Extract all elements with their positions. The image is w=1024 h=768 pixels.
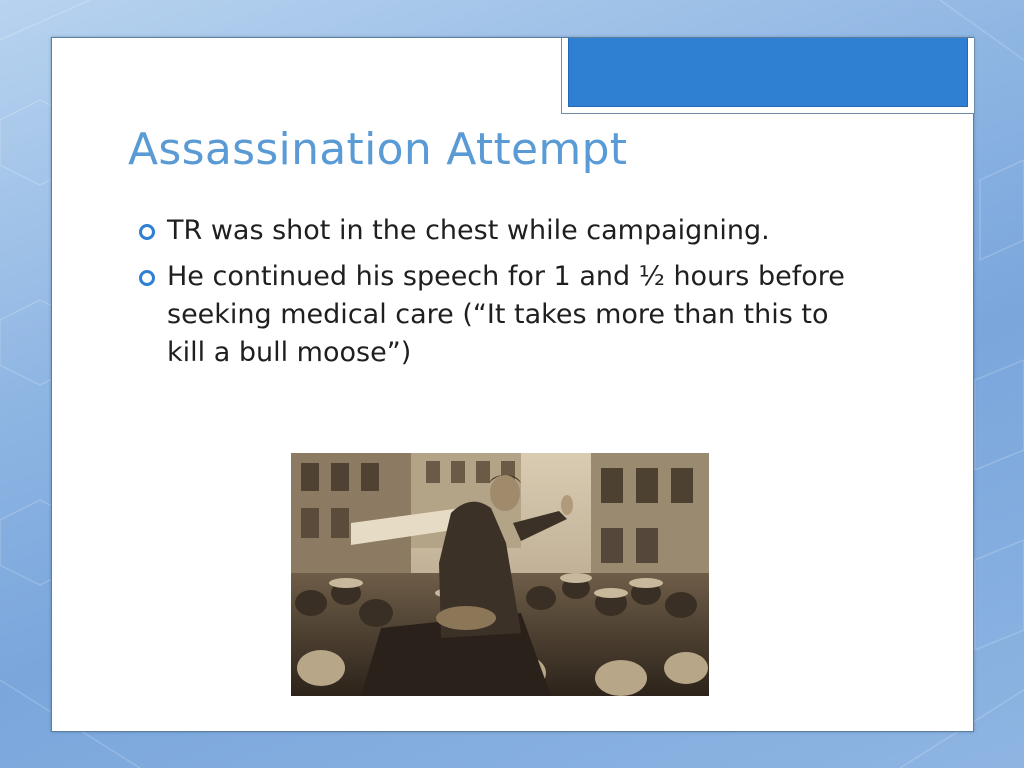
circle-bullet-icon bbox=[138, 269, 156, 287]
speech-photo-image bbox=[291, 453, 709, 696]
bullet-item bbox=[134, 212, 847, 250]
slide-title: Assassination Attempt bbox=[128, 124, 628, 175]
title-accent-tab bbox=[561, 38, 975, 114]
bullet-text: He continued his speech for 1 and ½ hours before seeking medical care (“It takes more than this to kill a bull moose”) bbox=[167, 261, 845, 368]
title-accent-bar bbox=[568, 38, 968, 107]
bullet-item bbox=[134, 258, 847, 372]
bullet-list bbox=[134, 212, 874, 380]
speech-photo bbox=[291, 453, 709, 696]
circle-bullet-icon bbox=[138, 223, 156, 241]
bullet-text: TR was shot in the chest while campaigning. bbox=[167, 215, 770, 246]
